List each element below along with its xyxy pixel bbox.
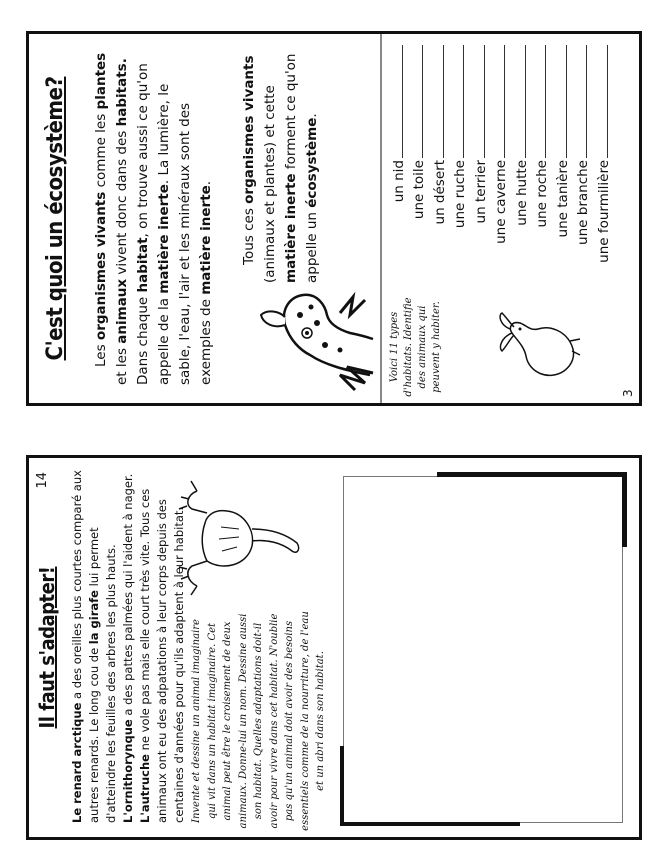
habitat-exercise <box>382 34 639 403</box>
frame-corner-accent <box>340 822 520 826</box>
page-number: 3 <box>621 389 635 397</box>
habitat-item <box>468 45 489 285</box>
bold-term: matière inerte <box>198 185 214 295</box>
answer-line[interactable] <box>421 45 423 158</box>
habitat-label: une roche <box>534 160 550 228</box>
answer-line[interactable] <box>483 45 485 158</box>
text-run: comme les <box>93 109 109 192</box>
habitat-item <box>509 45 530 285</box>
answer-line[interactable] <box>462 45 464 158</box>
frame-corner-accent <box>437 472 627 477</box>
habitat-item <box>448 45 469 285</box>
answer-line[interactable] <box>503 45 505 158</box>
text-run: . <box>304 113 320 118</box>
rabbit-icon <box>494 301 584 391</box>
answer-line[interactable] <box>606 45 608 158</box>
text-run: lui permet d'atteindre les feuilles des arbres les plus hauts. <box>87 527 118 823</box>
answer-line[interactable] <box>585 45 587 158</box>
habitat-label: une tanière <box>554 160 571 238</box>
bold-term: Le renard arctique <box>70 702 84 823</box>
habitat-item <box>489 45 510 285</box>
habitat-label: un désert <box>431 160 448 225</box>
text-run: Dans chaque <box>135 292 151 385</box>
answer-line[interactable] <box>524 45 526 158</box>
bold-term: matière inerte <box>283 173 299 283</box>
habitat-instructions: Voici 11 types d'habitats. Identifie des animaux qui peuvent y habiter. <box>389 297 442 397</box>
habitat-item <box>407 45 428 285</box>
text-run: (animaux et plantes) et cette <box>262 85 278 283</box>
habitat-item <box>571 45 592 285</box>
bold-term: la girafe <box>87 590 101 645</box>
bold-term: L'ornithorynque <box>121 719 135 823</box>
text-run: vivent donc dans des <box>114 126 130 279</box>
drawing-instructions: Invente et dessine un animal imaginaire qui vit dans un habitat imaginaire. Cet animal peut être le croisement de deux animaux. Donne-lui un nom. Dessine aussi son habitat. Quelles adaptations doit-il avoir pour vivre dans cet habitat. N'oublie pas qu'un animal doit avoir des besoins essentiels comme de la nourriture, de l'eau et un abri dans son habitat. <box>191 611 326 831</box>
text-run: . La lumière, le sable, l'eau, l'air et les minéraux sont des exemples de <box>156 83 214 385</box>
habitat-label: un terrier <box>472 160 489 224</box>
drawing-area[interactable] <box>343 476 623 823</box>
habitat-label: une fourmilière <box>595 160 612 263</box>
ecosystem-section <box>29 34 380 403</box>
habitat-label: un nid <box>390 160 407 203</box>
habitat-label: une ruche <box>452 160 468 229</box>
bold-term: organismes vivants <box>93 191 109 341</box>
bold-term: L'autruche <box>138 754 152 823</box>
moose-elephant-icon <box>177 471 307 601</box>
text-run: , on trouve aussi ce qu'on appelle de la <box>135 63 172 385</box>
giraffe-icon <box>255 285 375 395</box>
ecosystem-paragraph-2 <box>239 43 323 283</box>
page-number: 14 <box>35 472 50 489</box>
frame-corner-accent <box>622 472 627 547</box>
ecosystem-paragraph-1 <box>91 40 217 385</box>
habitat-item <box>530 45 551 285</box>
habitat-label: une branche <box>575 160 591 245</box>
answer-line[interactable] <box>401 45 403 158</box>
answer-line[interactable] <box>544 45 546 158</box>
habitat-label: une toile <box>411 160 427 220</box>
page-title: C'est quoi un écosystème? <box>43 76 68 361</box>
habitat-item <box>427 45 448 285</box>
habitat-item <box>386 45 407 285</box>
habitat-label: une hutte <box>513 160 530 226</box>
habitat-list <box>386 45 612 285</box>
habitat-item <box>591 45 612 285</box>
habitat-item <box>550 45 571 285</box>
adaptation-paragraph <box>69 465 188 823</box>
bold-term: organismes vivants <box>241 55 257 204</box>
text-run: . <box>198 180 214 186</box>
bold-term: écosystème <box>304 117 320 208</box>
answer-line[interactable] <box>442 45 444 158</box>
text-run: ne vole pas mais elle court très vite. Tous ces animaux ont eu des adpatations à leur corps depuis des centaines d'années pour qu'ils adaptent à leur habitat. <box>138 488 186 823</box>
bold-term: habitat <box>135 237 151 293</box>
text-run: forment ce qu'on appelle un <box>283 53 320 283</box>
bold-term: matière inerte <box>156 184 172 294</box>
habitat-label: une caverne <box>493 160 509 244</box>
text-run: Tous ces <box>241 203 257 265</box>
page-title: Il faut s'adapter! <box>35 566 59 729</box>
text-run: Les <box>93 340 109 367</box>
text-run: a des pattes palmées qui l'aident à nager. <box>121 473 135 720</box>
bold-term: animaux <box>114 278 130 344</box>
text-run: et les <box>114 343 130 385</box>
bold-term: habitats. <box>114 58 130 127</box>
worksheet-page-3 <box>26 31 642 406</box>
answer-line[interactable] <box>565 45 567 158</box>
frame-corner-accent <box>340 746 344 826</box>
text-run: a des oreilles plus courtes comparé aux autres renards. Le long cou de <box>70 470 101 823</box>
worksheet-page-14 <box>26 455 642 840</box>
bold-term: plantes <box>93 52 109 110</box>
